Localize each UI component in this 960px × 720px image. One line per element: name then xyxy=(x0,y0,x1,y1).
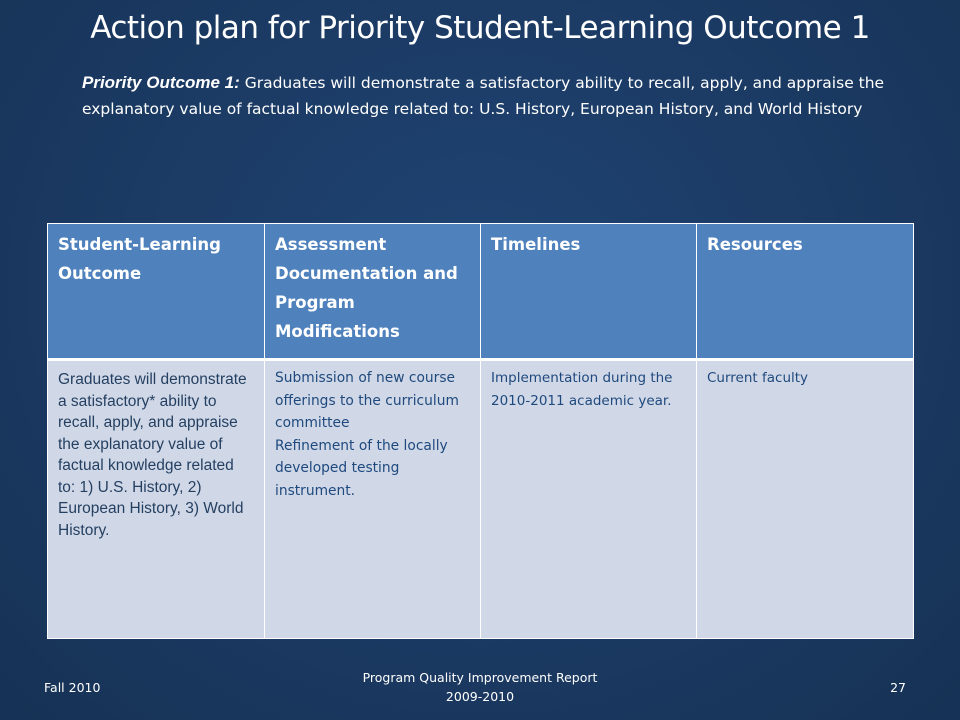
footer-report-years: 2009-2010 xyxy=(445,689,515,704)
header-assessment-documentation: Assessment Documentation and Program Modifications xyxy=(265,224,481,360)
header-resources: Resources xyxy=(697,224,914,360)
header-timelines: Timelines xyxy=(481,224,697,360)
cell-resources: Current faculty xyxy=(697,360,914,639)
table-row xyxy=(48,360,914,639)
priority-outcome-text: Graduates will demonstrate a satisfactory ability to recall, apply, and appraise the explanatory value of factual knowledge related to: U.S. History, European History, and World History xyxy=(82,74,885,118)
page-number: 27 xyxy=(890,680,906,695)
assessment-item-2: Refinement of the locally developed testing instrument. xyxy=(275,437,448,499)
slide-title: Action plan for Priority Student-Learning Outcome 1 xyxy=(90,10,870,46)
header-student-learning-outcome: Student-Learning Outcome xyxy=(48,224,265,360)
table-header-row xyxy=(48,224,914,360)
footer-date: Fall 2010 xyxy=(44,680,101,695)
cell-assessment xyxy=(265,360,481,639)
footer-report-name: Program Quality Improvement Report xyxy=(362,670,598,685)
assessment-item-1: Submission of new course offerings to the curriculum committee xyxy=(275,370,459,431)
footer-report-title xyxy=(330,668,630,706)
cell-timeline: Implementation during the 2010-2011 academic year. xyxy=(481,360,697,639)
cell-outcome: Graduates will demonstrate a satisfactory* ability to recall, apply, and appraise the explanatory value of factual knowledge related to: 1) U.S. History, 2) European History, 3) World History. xyxy=(48,360,265,639)
priority-outcome-statement xyxy=(82,70,902,122)
action-plan-table xyxy=(47,223,914,639)
priority-outcome-label: Priority Outcome 1: xyxy=(82,73,240,92)
